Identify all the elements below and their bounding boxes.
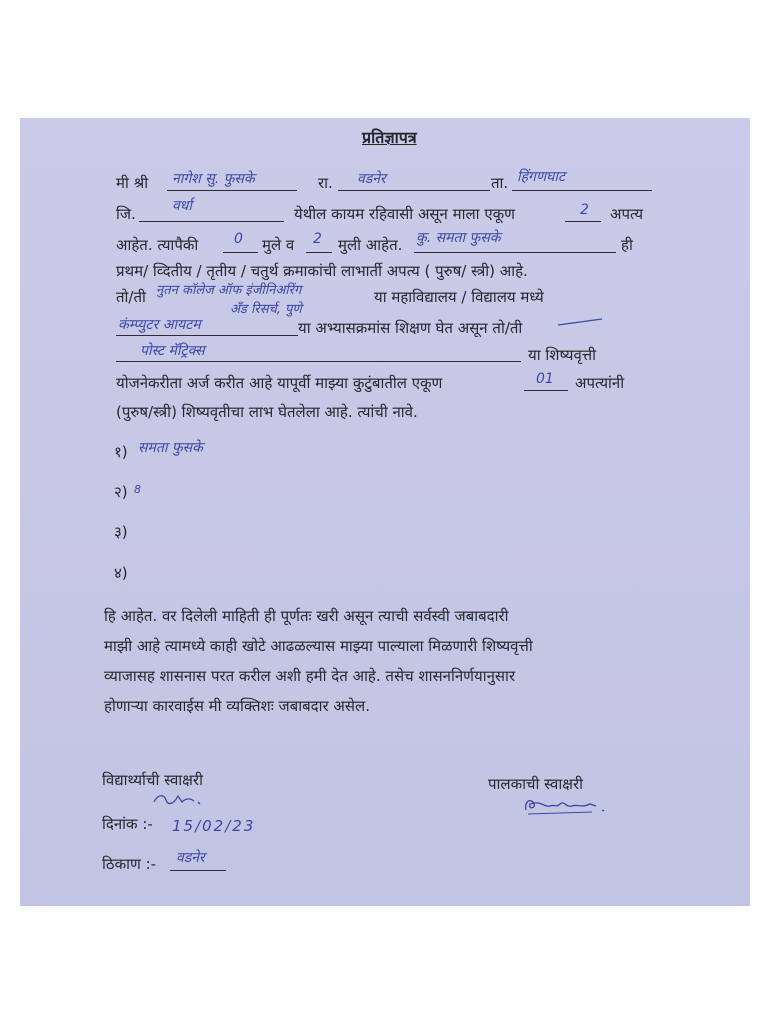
- daughters-line: [306, 252, 332, 253]
- hw-course: कंम्प्युटर आयटम: [118, 317, 201, 333]
- hw-total-children: 2: [580, 202, 589, 218]
- document-title: प्रतिज्ञापत्र: [362, 128, 417, 147]
- beneficiaries-line: [524, 390, 568, 391]
- label-ra: रा.: [318, 174, 333, 192]
- text-college: या महाविद्यालय / विद्यालय मध्ये: [374, 288, 544, 306]
- label-ji: जि.: [116, 205, 136, 223]
- text-scholarship: या शिष्यवृत्ती: [528, 346, 597, 364]
- total-children-line: [565, 221, 601, 222]
- hw-beneficiaries: 01: [536, 371, 554, 387]
- text-resident: येथील कायम रहिवासी असून माला एकूण: [294, 205, 515, 223]
- label-ta: ता.: [491, 174, 509, 192]
- declaration-line-1: हि आहेत. वर दिलेली माहिती ही पूर्णतः खरी असून त्याची सर्वस्वी जबाबदारी: [104, 607, 509, 625]
- text-hi: ही: [621, 236, 633, 254]
- affidavit-paper: [20, 118, 750, 906]
- place-label: ठिकाण :-: [102, 855, 157, 873]
- text-children-who: अपत्यांनी: [575, 374, 625, 392]
- village-line: [338, 190, 490, 191]
- hw-scholarship: पोस्ट मॅट्रिक्स: [140, 343, 205, 359]
- declaration-line-2: माझी आहे त्यामध्ये काही खोटे आढळल्यास माझ्या पाल्याला मिळणारी शिष्यवृत्ती: [104, 637, 533, 655]
- text-of-which: आहेत. त्यापैकी: [116, 236, 199, 254]
- list-number-1: १): [114, 443, 128, 461]
- date-label: दिनांक :-: [102, 815, 153, 833]
- text-rank: प्रथम/ व्दितीय / तृतीय / चतुर्थ क्रमाकांची लाभार्ती अपत्य ( पुरुष/ स्त्री) आहे.: [116, 262, 528, 280]
- hw-place: वडनेर: [176, 850, 205, 866]
- list-number-4: ४): [114, 564, 128, 582]
- hw-village: वडनेर: [357, 171, 386, 187]
- sons-line: [223, 252, 258, 253]
- hw-college: नुतन कॉलेज ऑफ इंजीनिअरिंग: [156, 283, 302, 298]
- name-line: [167, 190, 297, 191]
- text-sons: मुले व: [262, 236, 295, 254]
- place-line: [170, 870, 226, 871]
- text-daughters: मुली आहेत.: [338, 236, 403, 254]
- hw-college-2: अँड रिसर्च, पुणे: [230, 302, 302, 317]
- student-signature-label: विद्यार्थ्याची स्वाक्षरी: [102, 771, 203, 789]
- hw-daughters: 2: [313, 231, 322, 247]
- parent-signature-mark: [520, 794, 610, 816]
- declaration-line-4: होणाऱ्या कारवाईस मी व्यक्तिशः जबाबदार असेल.: [104, 697, 370, 715]
- hw-child-name: कु. समता फुसके: [416, 230, 501, 246]
- hw-name-2: 8: [134, 483, 141, 496]
- hw-sons: 0: [234, 231, 243, 247]
- hw-date: 15/02/23: [172, 817, 256, 835]
- parent-signature-label: पालकाची स्वाक्षरी: [488, 775, 583, 793]
- list-number-2: २): [114, 483, 128, 501]
- hw-name: नागेश सु. फुसके: [172, 171, 255, 187]
- strike-mark: [556, 316, 604, 328]
- course-line: [116, 335, 298, 336]
- label-shri: मी श्री: [116, 174, 149, 192]
- list-number-3: ३): [114, 523, 128, 541]
- text-names: (पुरुष/स्त्री) शिष्यवृतीचा लाभ घेतलेला आहे. त्यांची नावे.: [116, 403, 418, 421]
- hw-taluka: हिंगणघाट: [517, 169, 566, 185]
- text-course: या अभ्यासक्रमांस शिक्षण घेत असून तो/ती: [298, 319, 523, 337]
- district-line: [139, 221, 284, 222]
- text-scheme: योजनेकरीता अर्ज करीत आहे यापूर्वी माझ्या कुटुंबातील एकूण: [116, 374, 443, 392]
- text-apatya: अपत्य: [610, 205, 644, 223]
- taluka-line: [512, 190, 652, 191]
- label-to-ti: तो/ती: [116, 288, 146, 306]
- hw-name-1: समता फुसके: [138, 440, 203, 456]
- hw-district: वर्धा: [172, 198, 193, 214]
- declaration-line-3: व्याजासह शासनास परत करील अशी हमी देत आहे. तसेच शासननिर्णयानुसार: [104, 667, 516, 685]
- child-name-line: [414, 252, 616, 253]
- student-signature-mark: [150, 790, 210, 808]
- scholarship-line: [116, 361, 521, 362]
